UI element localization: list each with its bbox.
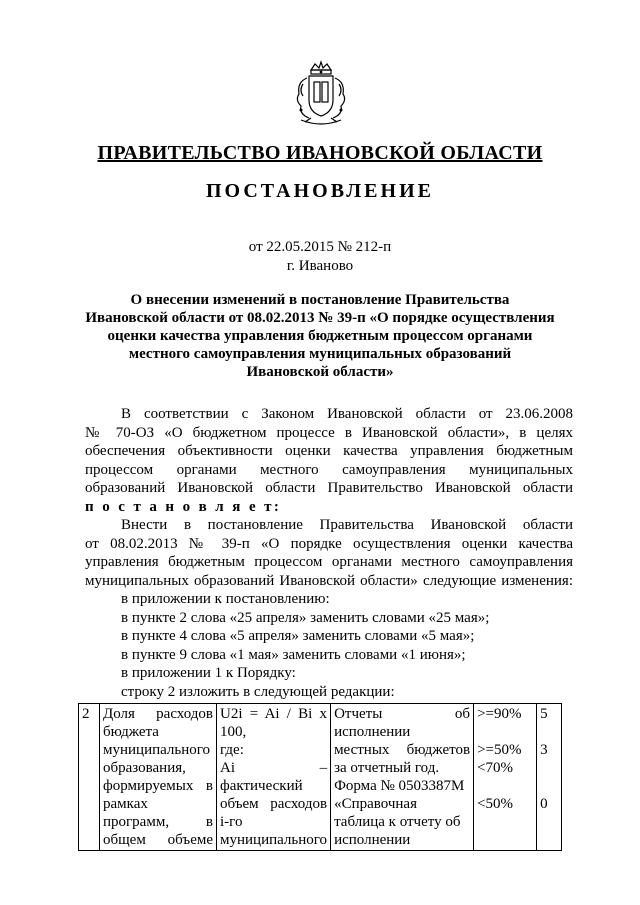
indicator-table xyxy=(78,703,562,851)
cell-line: «Справочная xyxy=(334,796,417,812)
city: г. Иваново xyxy=(286,258,354,274)
cell-line: 5 xyxy=(540,706,548,722)
cell-line: 100, xyxy=(220,724,247,740)
body-line: В соответствии с Законом Ивановской области от 23.06.2008 xyxy=(121,406,573,422)
cell-line: исполнении xyxy=(334,832,411,848)
subject-line: Ивановской области от 08.02.2013 № 39-п «О порядке осуществления xyxy=(85,310,555,326)
cell-line: исполнении xyxy=(334,724,411,740)
cell-line: программ, в xyxy=(103,814,213,830)
threshold-cell xyxy=(474,704,537,851)
formula-cell xyxy=(217,704,331,851)
cell-line xyxy=(477,777,533,795)
cell-line xyxy=(477,723,533,741)
cell-line: фактический xyxy=(220,778,303,794)
cell-line: Отчеты об xyxy=(334,706,471,722)
subject-line: местного самоуправления муниципальных образований xyxy=(128,346,512,362)
change-item: в пункте 4 слова «5 апреля» заменить словами «5 мая»; xyxy=(121,628,475,644)
body-line: управления бюджетным процессом органами местного самоуправления xyxy=(85,554,573,570)
cell-line: общем объеме xyxy=(103,832,213,848)
cell-line xyxy=(540,759,558,777)
date-number: от 22.05.2015 № 212-п xyxy=(248,239,392,255)
cell-line: таблица к отчету об xyxy=(334,814,461,830)
cell-line: местных бюджетов xyxy=(334,742,471,758)
resolve-word: п о с т а н о в л я е т: xyxy=(85,498,282,515)
cell-line: рамках xyxy=(103,796,148,812)
cell-line: U2i = Ai / Bi x xyxy=(220,706,328,722)
indicator-name-cell xyxy=(100,704,217,851)
coat-of-arms-emblem xyxy=(289,60,353,128)
change-item: строку 2 изложить в следующей редакции: xyxy=(121,683,395,700)
cell-line: где: xyxy=(220,742,244,758)
cell-line: <50% xyxy=(477,796,514,812)
cell-line: i-го xyxy=(220,814,243,830)
document-meta xyxy=(0,238,640,276)
subject-line: оценки качества управления бюджетным процессом органами xyxy=(107,328,533,344)
cell-line: образования, xyxy=(103,760,186,776)
body-line: образований Ивановской области Правительство Ивановской области xyxy=(85,480,573,496)
subject-line: Ивановской области» xyxy=(246,364,394,380)
cell-line: Ai – xyxy=(220,760,328,776)
body-line: процессом органами местного самоуправления муниципальных xyxy=(85,461,573,478)
document-subject xyxy=(78,291,562,381)
change-item: в приложении к постановлению: xyxy=(121,591,330,607)
cell-line: Доля расходов xyxy=(103,706,213,722)
cell-line: муниципального xyxy=(103,742,211,758)
cell-line: <70% xyxy=(477,760,514,776)
body-line: обеспечения объективности оценки качества управления бюджетным xyxy=(85,443,573,459)
subject-line: О внесении изменений в постановление Правительства xyxy=(130,292,510,308)
score-cell xyxy=(537,704,562,851)
cell-line: >=50% xyxy=(477,742,522,758)
change-item: в приложении 1 к Порядку: xyxy=(121,665,296,681)
government-title: ПРАВИТЕЛЬСТВО ИВАНОВСКОЙ ОБЛАСТИ xyxy=(97,142,543,164)
source-cell xyxy=(331,704,474,851)
cell-line: >=90% xyxy=(477,706,522,722)
change-item: в пункте 2 слова «25 апреля» заменить словами «25 мая»; xyxy=(121,609,490,626)
document-type: ПОСТАНОВЛЕНИЕ xyxy=(206,180,434,202)
document-body xyxy=(85,405,573,701)
cell-line: объем расходов xyxy=(220,796,328,812)
cell-line xyxy=(540,777,558,795)
change-item: в пункте 9 слова «1 мая» заменить словами «1 июня»; xyxy=(121,646,466,663)
row-number: 2 xyxy=(82,706,90,722)
cell-line: 0 xyxy=(540,796,548,812)
table-row xyxy=(79,704,562,851)
row-number-cell xyxy=(79,704,100,851)
body-line: от 08.02.2013 № 39-п «О порядке осуществления оценки качества xyxy=(85,535,573,552)
cell-line: 3 xyxy=(540,742,548,758)
cell-line: Форма № 0503387М xyxy=(334,778,465,794)
cell-line xyxy=(540,723,558,741)
body-line: № 70-ОЗ «О бюджетном процессе в Ивановской области», в целях xyxy=(85,424,573,441)
cell-line: за отчетный год. xyxy=(334,760,440,776)
cell-line: бюджета xyxy=(103,724,159,740)
body-line: Внести в постановление Правительства Ивановской области xyxy=(121,517,573,533)
cell-line: формируемых в xyxy=(103,778,213,794)
cell-line: муниципального xyxy=(220,832,328,848)
body-line: муниципальных образований Ивановской области» следующие изменения: xyxy=(85,572,573,589)
